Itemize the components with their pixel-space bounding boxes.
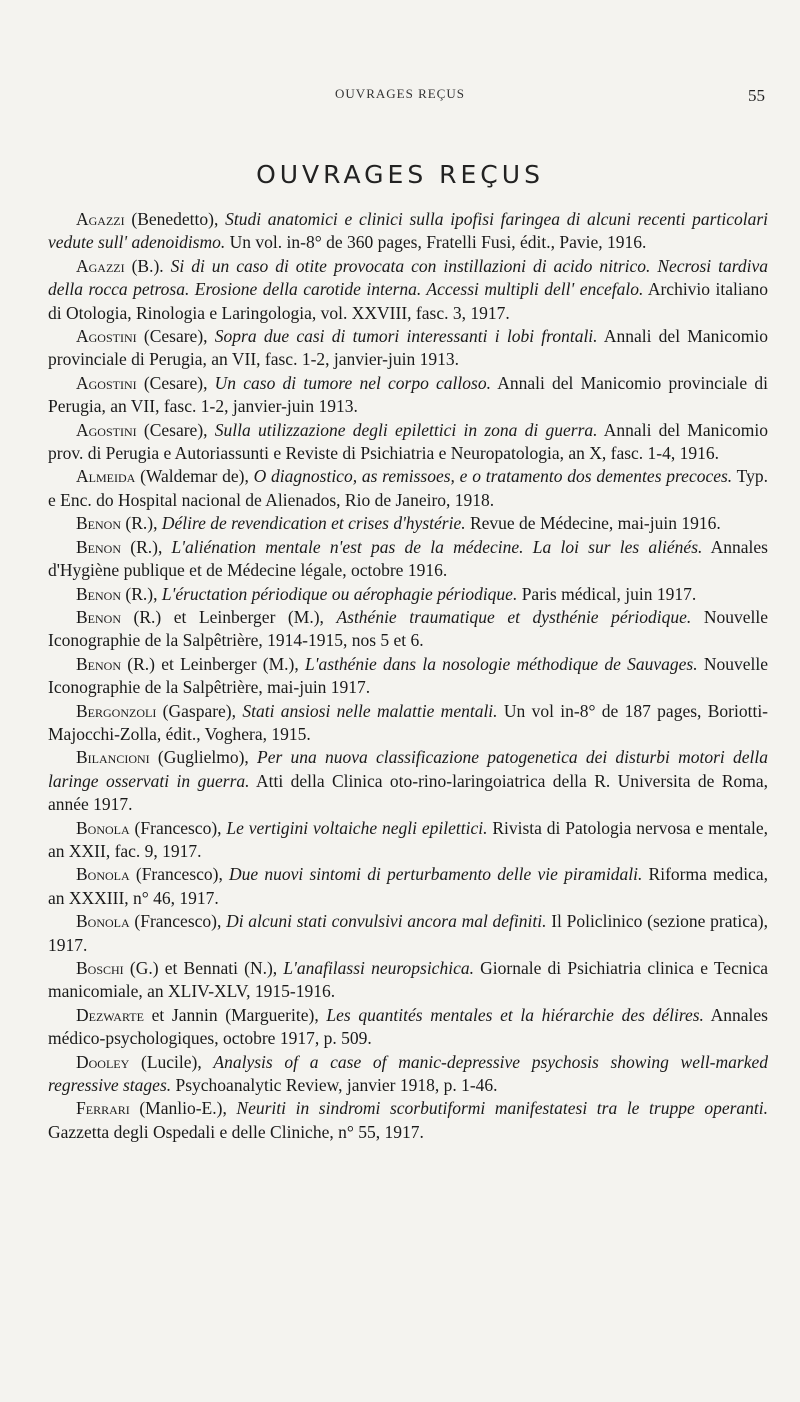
entry-publication: Un vol in-8° de 187 pages, Boriotti-Majocchi-Zolla, édit., Voghera, 1915.: [48, 700, 769, 744]
entry-title: Sopra due casi di tumori interessanti i lobi frontali.: [214, 326, 598, 347]
entry-publication: Typ. e Enc. do Hospital nacional de Alienados, Rio de Janeiro, 1918.: [48, 466, 768, 510]
entry-title: Di alcuni stati convulsivi ancora mal definiti.: [226, 911, 547, 932]
entry-author: Bonola: [76, 817, 130, 838]
entry-author: Benon: [76, 606, 122, 627]
entry-author: Bonola: [76, 864, 130, 885]
bibliography-entry: [48, 1097, 768, 1144]
entry-publication: Riforma medica, an XXXIII, n° 46, 1917.: [48, 864, 768, 908]
entry-title: Le vertigini voltaiche negli epilettici.: [226, 817, 488, 838]
entry-author-details: (R.),: [121, 513, 162, 534]
entry-title: O diagnostico, as remissoes, e o tratamento dos dementes precoces.: [253, 466, 733, 487]
entry-title: L'aliénation mentale n'est pas de la médecine. La loi sur les aliénés.: [171, 536, 703, 557]
bibliography-entry: [48, 419, 768, 466]
entry-title: Un caso di tumore nel corpo calloso.: [214, 372, 491, 393]
bibliography-entry: [48, 746, 768, 816]
entry-author: Bergonzoli: [76, 700, 157, 721]
entry-author-details: (R.) et Leinberger (M.),: [121, 653, 305, 674]
entry-author-details: (R.),: [121, 536, 172, 557]
running-title: OUVRAGES REÇUS: [335, 86, 465, 101]
bibliography-entry: [48, 817, 768, 864]
entry-title: L'anafilassi neuropsichica.: [283, 958, 474, 978]
entry-author: Boschi: [76, 958, 124, 978]
entry-author-details: (Cesare),: [136, 419, 215, 440]
entry-author-details: (Francesco),: [129, 817, 227, 838]
entry-author: Dooley: [76, 1051, 130, 1072]
entry-author: Bilancioni: [76, 747, 150, 768]
entry-publication: Atti della Clinica oto-rino-laringoiatrica della R. Universita de Roma, année 1917.: [48, 770, 769, 815]
entry-title: Neuriti in sindromi scorbutiformi manifestatesi tra le truppe operanti.: [236, 1098, 768, 1119]
entry-title: Analysis of a case of manic-depressive psychosis showing well-marked regressive stages.: [48, 1051, 768, 1096]
entry-publication: Nouvelle Iconographie de la Salpêtrière, mai-juin 1917.: [48, 653, 768, 698]
entry-publication: Il Policlinico (sezione pratica), 1917.: [48, 911, 768, 955]
entry-author: Agostini: [76, 372, 137, 393]
entry-author: Benon: [76, 513, 122, 534]
entry-publication: Annali del Manicomio provinciale di Perugia, an VII, fasc. 1-2, janvier-juin 1913.: [48, 372, 768, 417]
entry-publication: Un vol. in-8° de 360 pages, Fratelli Fusi, édit., Pavie, 1916.: [225, 232, 647, 253]
entry-author-details: (R.) et Leinberger (M.),: [121, 606, 337, 627]
entry-publication: Psychoanalytic Review, janvier 1918, p. 1-46.: [171, 1075, 498, 1096]
bibliography-entry: [48, 1051, 768, 1098]
entry-author: Benon: [76, 536, 122, 557]
bibliography-entry: [48, 700, 768, 747]
entry-author-details: (Francesco),: [129, 864, 230, 885]
entry-author: Benon: [76, 653, 122, 674]
entry-title: Asthénie traumatique et dysthénie périodique.: [336, 606, 692, 627]
bibliography-entry: [48, 957, 768, 1004]
entry-author-details: (G.) et Bennati (N.),: [123, 958, 284, 978]
entry-publication: Paris médical, juin 1917.: [517, 583, 697, 604]
bibliography-entry: [48, 910, 768, 957]
entry-author: Benon: [76, 583, 122, 604]
entry-publication: Annales d'Hygiène publique et de Médecine légale, octobre 1916.: [48, 536, 768, 581]
entry-author: Ferrari: [76, 1098, 130, 1119]
entry-author-details: (Cesare),: [136, 326, 215, 347]
entry-author-details: (Lucile),: [129, 1051, 214, 1072]
bibliography-entry: [48, 325, 768, 372]
bibliography-entry: [48, 372, 768, 419]
entry-author-details: (Waldemar de),: [135, 466, 254, 487]
bibliography-entry: [48, 536, 768, 583]
entry-author-details: et Jannin (Marguerite),: [143, 1004, 327, 1025]
entry-publication: Gazzetta degli Ospedali e delle Cliniche, n° 55, 1917.: [48, 1121, 424, 1142]
entry-title: Due nuovi sintomi di perturbamento delle vie piramidali.: [229, 864, 643, 885]
bibliography-entry: [48, 653, 768, 700]
entry-title: L'éructation périodique ou aérophagie périodique.: [161, 583, 518, 604]
entry-title: L'asthénie dans la nosologie méthodique de Sauvages.: [304, 653, 698, 674]
entry-author-details: (Cesare),: [136, 372, 215, 393]
entry-title: Per una nuova classificazione patogenetica dei disturbi motori della laringe osservati in guerra.: [48, 747, 768, 791]
entry-title: Sulla utilizzazione degli epilettici in zona di guerra.: [214, 419, 598, 440]
entry-author: Dezwarte: [76, 1004, 144, 1025]
entry-author-details: (Francesco),: [129, 911, 227, 932]
entry-publication: Archivio italiano di Otologia, Rinologia e Laringologia, vol. XXVIII, fasc. 3, 1917.: [48, 279, 768, 323]
section-title: OUVRAGES REÇUS: [256, 160, 544, 189]
bibliography-entry: [48, 583, 768, 606]
entry-publication: Rivista di Patologia nervosa e mentale, an XXII, fac. 9, 1917.: [48, 817, 768, 861]
bibliography-entry: [48, 1004, 768, 1051]
bibliography-entry: [48, 512, 768, 535]
bibliography-entry: [48, 863, 768, 910]
running-head: [0, 86, 800, 106]
entry-author: Agazzi: [76, 255, 125, 276]
entry-title: Studi anatomici e clinici sulla ipofisi faringea di alcuni recenti particolari vedute sull' adenoidismo.: [48, 209, 769, 253]
entry-author-details: (Benedetto),: [124, 209, 226, 229]
entry-author-details: (R.),: [121, 583, 162, 604]
entry-publication: Annales médico-psychologiques, octobre 1917, p. 509.: [48, 1004, 768, 1049]
entry-author: Bonola: [76, 911, 130, 932]
bibliography-list: [48, 208, 768, 1144]
entry-title: Si di un caso di otite provocata con instillazioni di acido nitrico. Necrosi tardiva della rocca petrosa. Erosione della carotide interna. Accessi multipli dell' encefalo.: [48, 255, 768, 300]
entry-author-details: (Manlio-E.),: [129, 1098, 237, 1119]
entry-publication: Annali del Manicomio provinciale di Perugia, an VII, fasc. 1-2, janvier-juin 1913.: [48, 326, 768, 370]
bibliography-entry: [48, 606, 768, 653]
bibliography-entry: [48, 255, 768, 325]
entry-author-details: (B.).: [124, 255, 171, 276]
entry-author: Almeida: [76, 466, 136, 487]
bibliography-entry: [48, 465, 768, 512]
entry-publication: Revue de Médecine, mai-juin 1916.: [465, 513, 721, 534]
page-number: 55: [748, 86, 765, 105]
bibliography-entry: [48, 208, 768, 255]
entry-title: Délire de revendication et crises d'hystérie.: [161, 513, 466, 534]
entry-title: Stati ansiosi nelle malattie mentali.: [242, 700, 498, 721]
entry-publication: Nouvelle Iconographie de la Salpêtrière, 1914-1915, nos 5 et 6.: [48, 606, 768, 651]
entry-publication: Giornale di Psichiatria clinica e Tecnica manicomiale, an XLIV-XLV, 1915-1916.: [48, 958, 768, 1002]
entry-author: Agostini: [76, 419, 137, 440]
entry-author: Agazzi: [76, 209, 125, 229]
entry-author-details: (Guglielmo),: [149, 747, 257, 768]
entry-author-details: (Gaspare),: [156, 700, 243, 721]
entry-author: Agostini: [76, 326, 137, 347]
entry-publication: Annali del Manicomio prov. di Perugia e Autoriassunti e Reviste di Psichiatria e Neuropatologia, an X, fasc. 1-4, 1916.: [48, 419, 768, 464]
entry-title: Les quantités mentales et la hiérarchie des délires.: [326, 1004, 704, 1025]
